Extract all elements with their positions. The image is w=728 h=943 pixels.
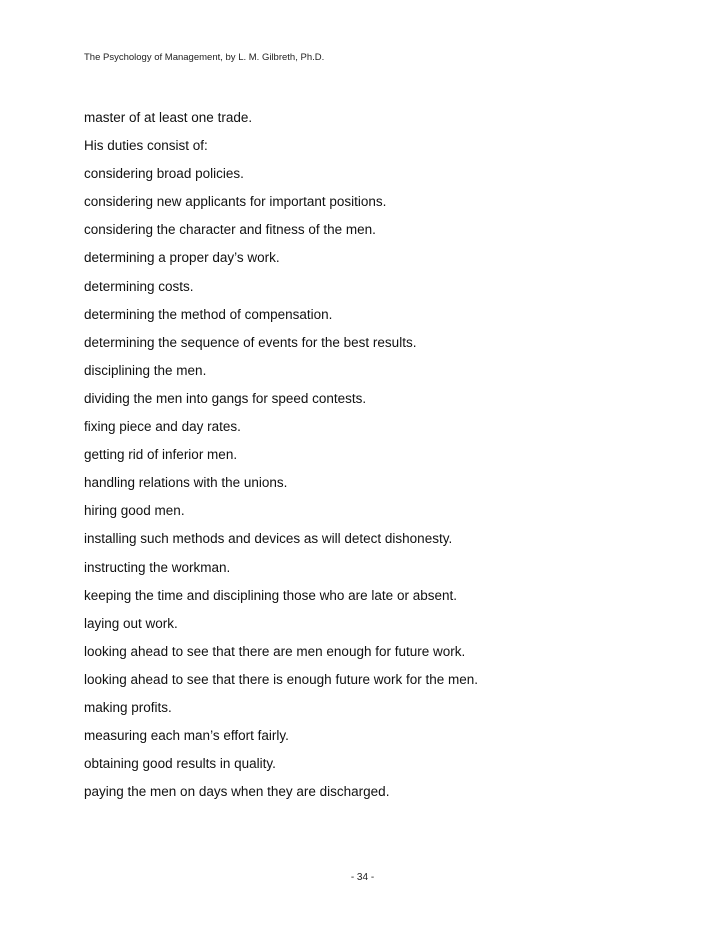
- list-item: looking ahead to see that there are men enough for future work.: [84, 643, 466, 659]
- list-item: fixing piece and day rates.: [84, 419, 241, 435]
- list-item: considering new applicants for important positions.: [84, 194, 387, 210]
- list-item: determining the sequence of events for the best results.: [84, 334, 417, 350]
- list-item: handling relations with the unions.: [84, 475, 288, 491]
- list-item: paying the men on days when they are discharged.: [84, 784, 390, 800]
- list-item: making profits.: [84, 699, 172, 715]
- list-item: keeping the time and disciplining those who are late or absent.: [84, 587, 457, 603]
- list-item: hiring good men.: [84, 503, 185, 519]
- list-item: looking ahead to see that there is enough future work for the men.: [84, 671, 478, 687]
- list-item: determining a proper day’s work.: [84, 250, 280, 266]
- text-line: master of at least one trade.: [84, 110, 253, 125]
- list-item: considering the character and fitness of the men.: [84, 222, 376, 238]
- list-item: obtaining good results in quality.: [84, 756, 276, 772]
- list-item: getting rid of inferior men.: [84, 447, 238, 463]
- page-number: - 34 -: [350, 872, 375, 883]
- list-item: considering broad policies.: [84, 166, 244, 182]
- body-text: [84, 104, 664, 806]
- list-item: determining costs.: [84, 278, 194, 294]
- list-item: dividing the men into gangs for speed contests.: [84, 390, 367, 406]
- running-header: The Psychology of Management, by L. M. Gilbreth, Ph.D.: [84, 52, 325, 63]
- list-item: measuring each man’s effort fairly.: [84, 728, 289, 744]
- list-item: installing such methods and devices as will detect dishonesty.: [84, 531, 453, 547]
- list-item: determining the method of compensation.: [84, 306, 333, 322]
- list-item: disciplining the men.: [84, 362, 207, 378]
- text-line: His duties consist of:: [84, 138, 208, 154]
- list-item: laying out work.: [84, 615, 178, 631]
- list-item: instructing the workman.: [84, 559, 231, 575]
